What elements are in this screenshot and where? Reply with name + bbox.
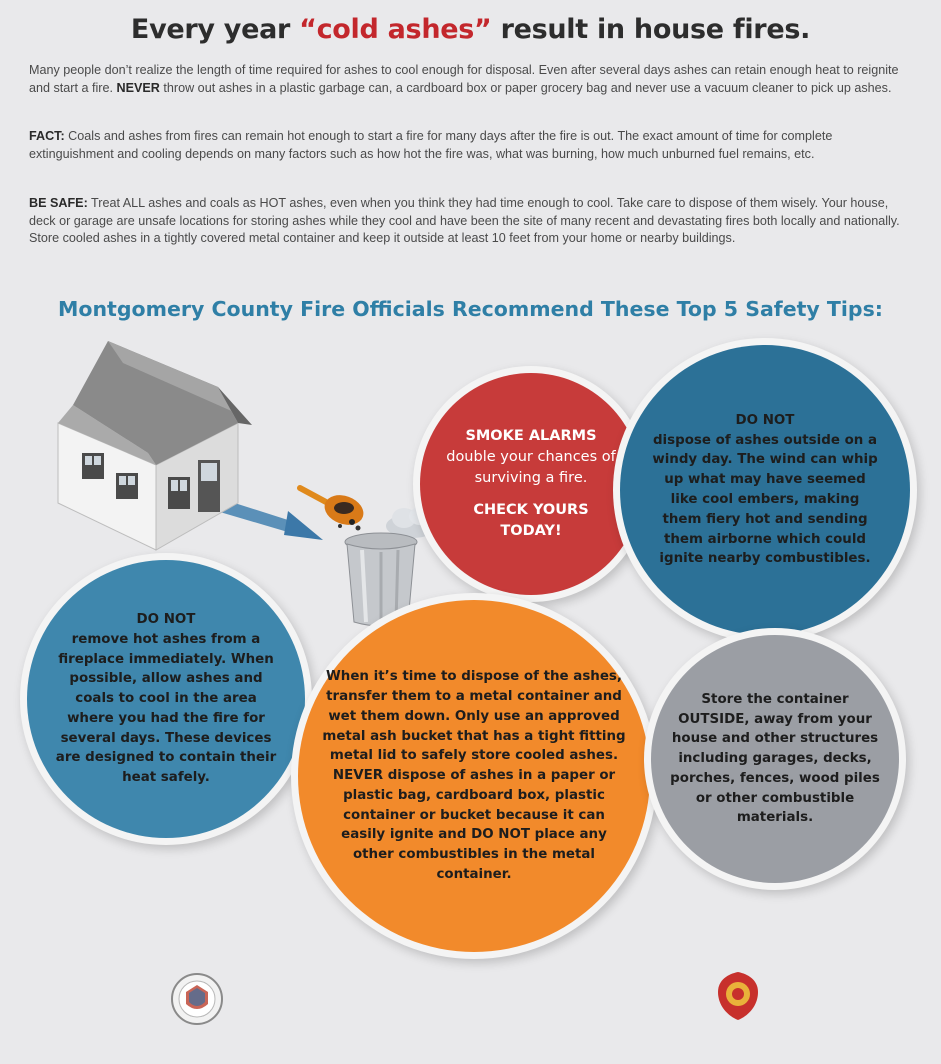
windy-day-body: dispose of ashes outside on a windy day. The wind can whip up what may have seemed like cool embers, making them fiery hot and sending them airborne which could ignite nearby combustibles.	[652, 432, 878, 567]
dispose-ashes-tip	[298, 600, 650, 952]
fact-label: FACT:	[29, 129, 65, 143]
tips-heading: Montgomery County Fire Officials Recommend These Top 5 Safety Tips:	[57, 297, 883, 321]
smoke-alarm-cta: CHECK YOURS TODAY!	[473, 502, 589, 539]
outside-emphasis: OUTSIDE	[678, 711, 745, 727]
do-not-emphasis: DO NOT	[471, 827, 530, 843]
intro-paragraph: Many people don’t realize the length of time required for ashes to cool enough for disposal. Even after several days ashes can retain enough heat to reignite and start a fire. NEVER throw out ashes in a plastic garbage can, a cardboard box or paper grocery bag and never use a vacuum cleaner to pick up ashes.	[29, 63, 899, 95]
never-emphasis: NEVER	[332, 768, 384, 784]
title-highlight: “cold ashes”	[299, 14, 492, 45]
smoke-alarm-tip	[420, 373, 642, 595]
smoke-alarm-heading: SMOKE ALARMS	[465, 428, 597, 444]
never-emphasis: NEVER	[116, 80, 160, 95]
windy-day-tip	[620, 345, 910, 635]
fireplace-body: remove hot ashes from a fireplace immediately. When possible, allow ashes and coals to cool in the area where you had the fire for several days. These devices are designed to contain their heat safely.	[55, 631, 277, 786]
be-safe-label: BE SAFE:	[29, 196, 88, 210]
store-outside-body: Store the container OUTSIDE, away from your house and other structures including garages, decks, porches, fences, wood piles or other combustible materials.	[670, 691, 880, 826]
fireplace-heading: DO NOT	[136, 611, 196, 627]
dispose-ashes-body: When it’s time to dispose of the ashes, transfer them to a metal container and wet them down. Only use an approved metal ash bucket that has a tight fitting metal lid to safely store cooled ashes. NEVER dispose of ashes in a paper or plastic bag, cardboard box, plastic container or bucket because it can easily ignite and DO NOT place any other combustibles in the metal container.	[322, 669, 626, 883]
store-outside-tip	[651, 635, 899, 883]
fact-paragraph: FACT: Coals and ashes from fires can remain hot enough to start a fire for many days after the fire is out. The exact amount of time for complete extinguishment and cooling depends on many factors such as how hot the fire was, what was burning, how much unburned fuel remains, etc.	[29, 129, 833, 161]
windy-day-heading: DO NOT	[735, 412, 795, 428]
fire-rescue-logo	[714, 970, 762, 1022]
fireplace-tip	[27, 560, 305, 838]
smoke-alarm-body: double your chances of surviving a fire.	[446, 449, 616, 486]
county-seal-logo	[170, 972, 224, 1026]
be-safe-paragraph: BE SAFE: Treat ALL ashes and coals as HOT ashes, even when you think they had time enough to cool. Take care to dispose of them wisely. Your house, deck or garage are unsafe locations for storing ashes while they cool and have been the site of many recent and devastating fires both locally and nationally. Store cooled ashes in a tightly covered metal container and keep it outside at least 10 feet from your home or nearby buildings.	[29, 196, 900, 245]
page-title: Every year “cold ashes” result in house fires.	[130, 14, 811, 45]
